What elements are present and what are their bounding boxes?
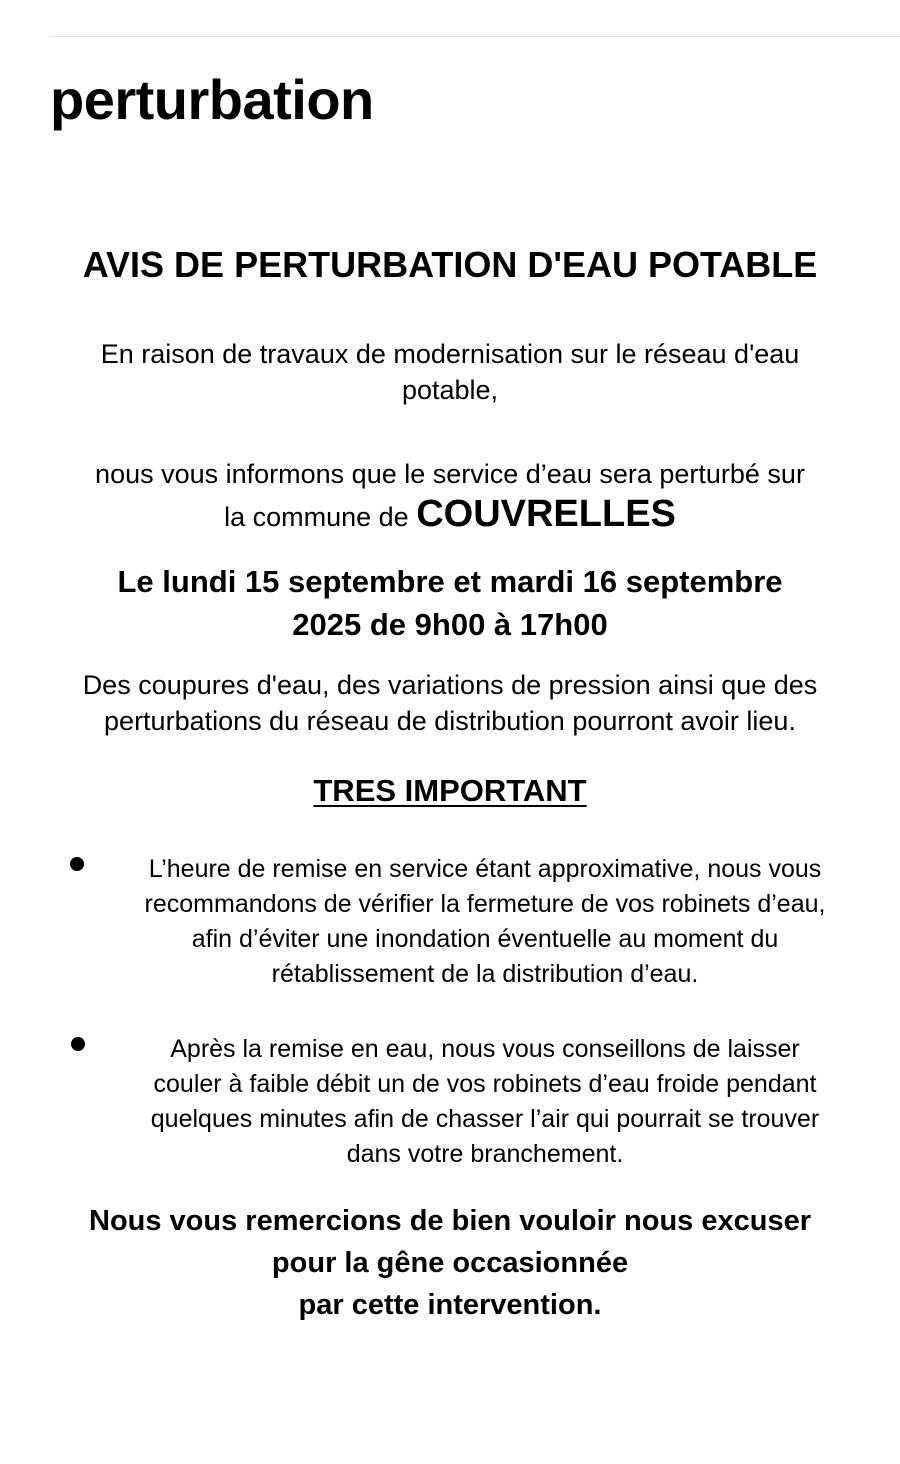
important-label: TRES IMPORTANT [313,773,587,808]
bullet-1-line-2: recommandons de vérifier la fermeture de vos robinets d’eau, [144,890,826,918]
service-line-1: nous vous informons que le service d’eau sera perturbé sur [95,459,805,489]
bullet-1-line-3: afin d’éviter une inondation éventuelle au moment du [191,925,779,953]
service-line-2: la commune de [224,502,417,532]
disruptions-line-2: perturbations du réseau de distribution pourront avoir lieu. [104,706,796,736]
closing-line-2: pour la gêne occasionnée [271,1247,629,1279]
disruptions-paragraph [30,667,870,739]
dates-line-2: 2025 de 9h00 à 17h00 [292,607,608,642]
bullet-1-line-1: L’heure de remise en service étant approximative, nous vous [148,855,822,883]
closing-apology [20,1200,880,1326]
disruptions-line-1: Des coupures d'eau, des variations de pression ainsi que des [82,670,818,700]
bullet-2-line-4: dans votre branchement. [346,1140,624,1168]
page-title: perturbation [50,68,374,131]
bullet-2-line-2: couler à faible débit un de vos robinets d’eau froide pendant [153,1070,817,1098]
bullet-dot-icon [71,1037,85,1051]
closing-line-1: Nous vous remercions de bien vouloir nous excuser [89,1205,811,1237]
intro-paragraph [40,336,860,408]
service-paragraph [30,454,870,537]
bullet-1-line-4: rétablissement de la distribution d’eau. [271,960,699,988]
intro-line-2: potable, [401,375,499,405]
bullet-2-line-3: quelques minutes afin de chasser l’air qui pourrait se trouver [150,1105,820,1133]
closing-line-3: par cette intervention. [298,1289,602,1321]
notice-heading: AVIS DE PERTURBATION D'EAU POTABLE [82,244,818,285]
bullet-2-line-1: Après la remise en eau, nous vous conseillons de laisser [170,1035,800,1063]
bullet-item-2 [110,1032,860,1172]
important-heading [0,771,900,811]
dates-line-1: Le lundi 15 septembre et mardi 16 septembre [117,564,783,599]
bullet-dot-icon [70,857,84,871]
top-divider [49,36,900,37]
commune-name: COUVRELLES [416,493,676,535]
disruption-dates [40,560,860,646]
bullet-item-1 [110,852,860,992]
intro-line-1: En raison de travaux de modernisation sur le réseau d'eau [100,339,800,369]
